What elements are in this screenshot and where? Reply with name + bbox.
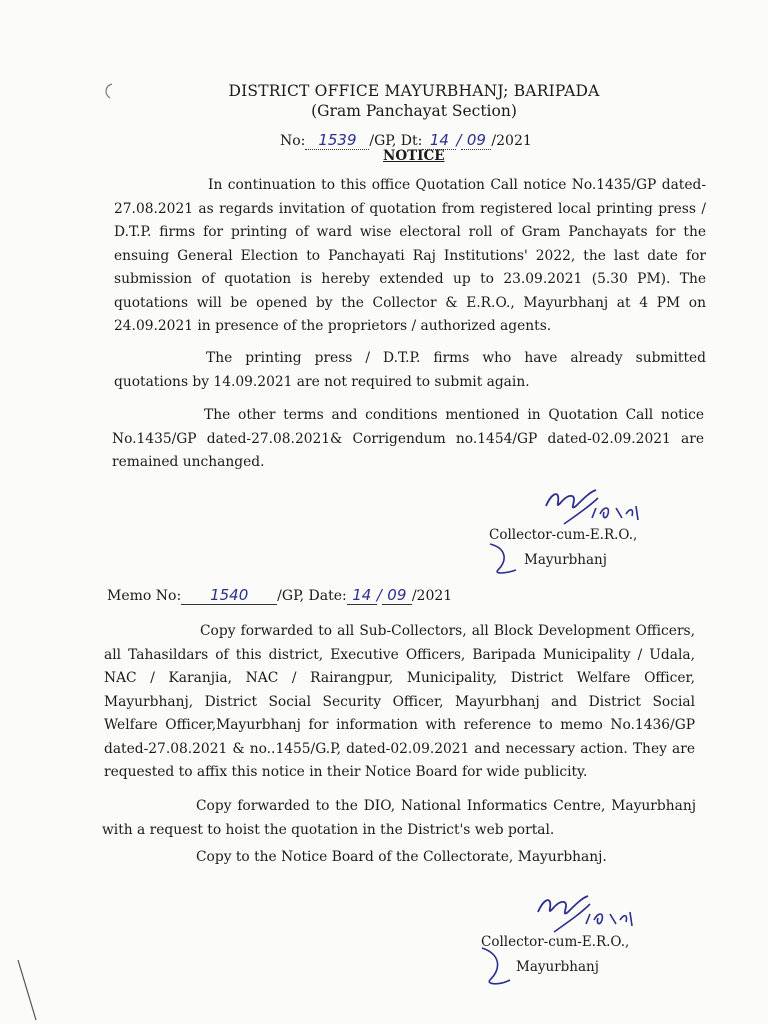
signatory-place-1: Mayurbhanj — [524, 552, 607, 568]
memo-line — [107, 586, 452, 605]
office-title: DISTRICT OFFICE MAYURBHANJ; BARIPADA — [228, 82, 600, 100]
document-header — [0, 82, 768, 120]
copy-paragraph-3: Copy to the Notice Board of the Collectorate, Mayurbhanj. — [196, 849, 607, 865]
memo-label: Memo No: — [107, 588, 182, 604]
memo-day: 14 — [347, 586, 377, 605]
signature-1-flourish-icon — [484, 540, 524, 580]
section-title: (Gram Panchayat Section) — [311, 102, 517, 120]
reference-gp-label: /GP, Dt: — [369, 133, 423, 149]
notice-paragraph-1: In continuation to this office Quotation Call notice No.1435/GP dated-27.08.2021 as regards invitation of quotation from registered local printing press / D.T.P. firms for printing of ward wise electoral roll of Gram Panchayats for the ensuing General Election to Panchayati Raj Institutions' 2022, the last date for submission of quotation is hereby extended up to 23.09.2021 (5.30 PM). The quotations will be opened by the Collector & E.R.O., Mayurbhanj at 4 PM on 24.09.2021 in presence of the proprietors / authorized agents. — [114, 177, 706, 334]
notice-title: NOTICE — [383, 148, 445, 164]
copy-paragraph-2: Copy forwarded to the DIO, National Informatics Centre, Mayurbhanj with a request to hoist the quotation in the District's web portal. — [102, 798, 696, 838]
signatory-title-1: Collector-cum-E.R.O., — [489, 527, 638, 543]
signatory-title-2: Collector-cum-E.R.O., — [481, 934, 630, 950]
memo-sep: / — [376, 586, 382, 604]
scan-edge-line-icon — [0, 960, 40, 1024]
memo-year: /2021 — [411, 588, 453, 604]
reference-day: 14 — [422, 131, 456, 150]
signatory-place-2: Mayurbhanj — [516, 959, 599, 975]
notice-paragraph-3: The other terms and conditions mentioned in Quotation Call notice No.1435/GP dated-27.08.2021& Corrigendum no.1454/GP dated-02.09.2021 are remained unchanged. — [112, 407, 704, 470]
signature-2-flourish-icon — [476, 944, 520, 994]
reference-year: /2021 — [491, 133, 532, 149]
copy-paragraph-1: Copy forwarded to all Sub-Collectors, all Block Development Officers, all Tahasildars of this district, Executive Officers, Baripada Municipality / Udala, NAC / Karanjia, NAC / Rairangpur, Municipality, District Welfare Officer, Mayurbhanj, District Social Security Officer, Mayurbhanj and District Social Welfare Officer,Mayurbhanj for information with reference to memo No.1436/GP dated-27.08.2021 & no..1455/G.P, dated-02.09.2021 and necessary action. They are requested to affix this notice in their Notice Board for wide publicity. — [104, 623, 695, 780]
reference-sep: / — [456, 131, 462, 149]
reference-month: 09 — [461, 131, 491, 150]
memo-month: 09 — [382, 586, 412, 605]
notice-paragraph-2: The printing press / D.T.P. firms who have already submitted quotations by 14.09.2021 are not required to submit again. — [114, 350, 706, 390]
reference-number: 1539 — [305, 131, 369, 150]
memo-number: 1540 — [181, 586, 277, 605]
reference-no-label: No: — [280, 133, 306, 149]
memo-gp-label: /GP, Date: — [277, 588, 347, 604]
